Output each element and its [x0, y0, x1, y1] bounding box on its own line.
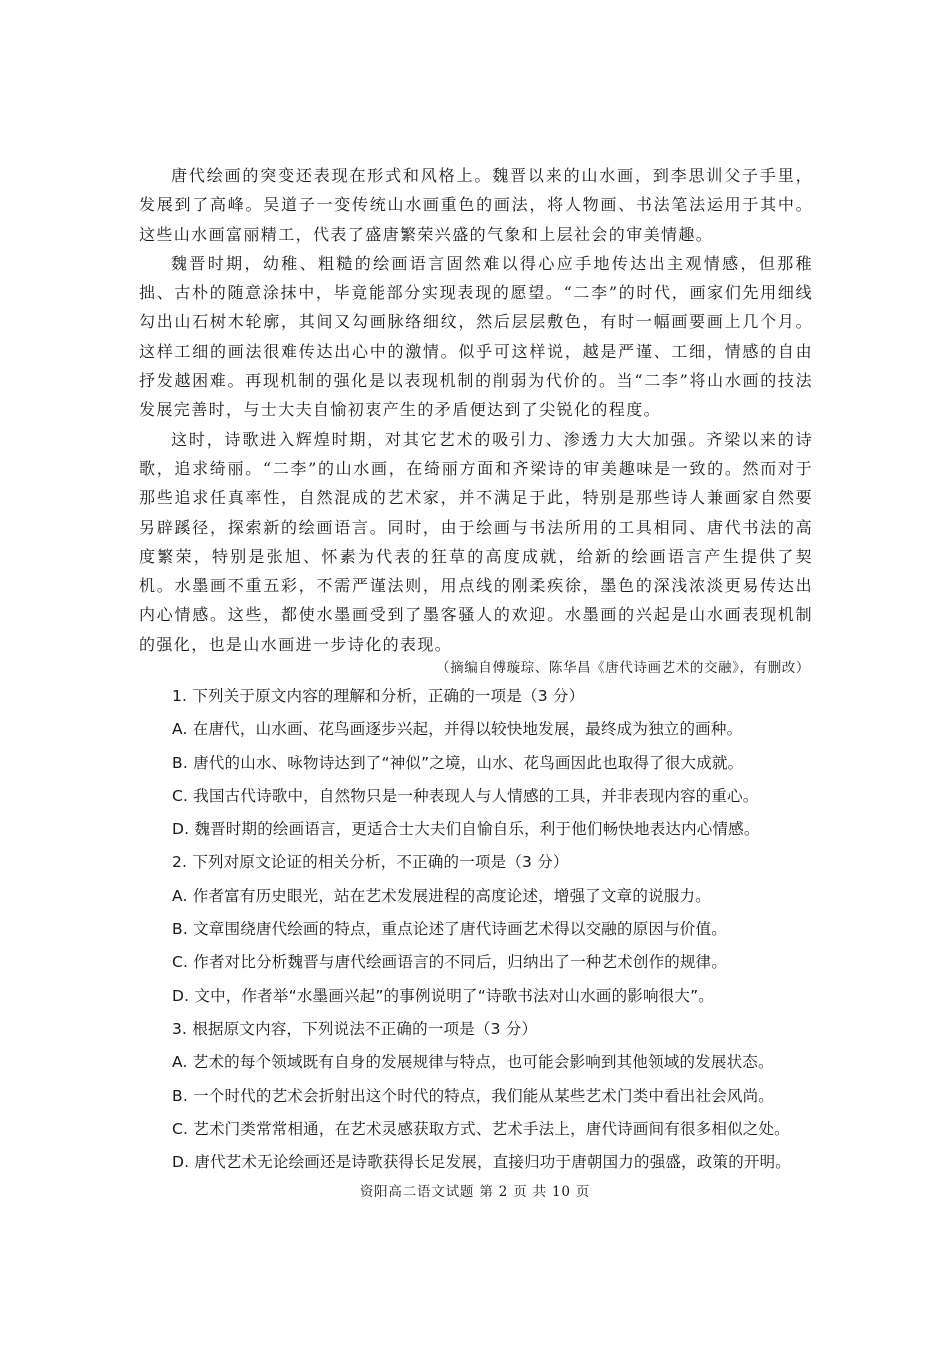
passage-paragraph-1: 唐代绘画的突变还表现在形式和风格上。魏晋以来的山水画，到李思训父子手里，发展到了高峰。吴道子一变传统山水画重色的画法，将人物画、书法笔法运用于其中。这些山水画富丽精工，代表了盛唐繁荣兴盛的气象和上层社会的审美情趣。 [139, 166, 813, 244]
question-3-option-b: B. 一个时代的艺术会折射出这个时代的特点，我们能从某些艺术门类中看出社会风尚。 [172, 1086, 774, 1105]
question-1-option-d: D. 魏晋时期的绘画语言，更适合士大夫们自愉自乐，利于他们畅快地表达内心情感。 [172, 820, 760, 839]
page-footer: 资阳高二语文试题 第 2 页 共 10 页 [359, 1184, 591, 1200]
question-3-option-a: A. 艺术的每个领域既有自身的发展规律与特点，也可能会影响到其他领域的发展状态。 [172, 1053, 774, 1072]
question-2-option-a: A. 作者富有历史眼光，站在艺术发展进程的高度论述，增强了文章的说服力。 [172, 886, 711, 905]
question-1-option-b: B. 唐代的山水、咏物诗达到了“神似”之境，山水、花鸟画因此也取得了很大成就。 [172, 753, 744, 772]
question-1-option-c: C. 我国古代诗歌中，自然物只是一种表现人与人情感的工具，并非表现内容的重心。 [172, 786, 759, 805]
passage-paragraph-3: 这时，诗歌进入辉煌时期，对其它艺术的吸引力、渗透力大大加强。齐梁以来的诗歌，追求绮丽。“二李”的山水画，在绮丽方面和齐梁诗的审美趣味是一致的。然而对于那些追求任真率性，自然混成的艺术家，并不满足于此，特别是那些诗人兼画家自然要另辟蹊径，探索新的绘画语言。同时，由于绘画与书法所用的工具相同、唐代书法的高度繁荣，特别是张旭、怀素为代表的狂草的高度成就，给新的绘画语言产生提供了契机。水墨画不重五彩，不需严谨法则，用点线的刚柔疾徐，墨色的深浅浓淡更易传达出内心情感。这些，都使水墨画受到了墨客骚人的欢迎。水墨画的兴起是山水画表现机制的强化，也是山水画进一步诗化的表现。 [139, 429, 813, 654]
question-3-option-d: D. 唐代艺术无论绘画还是诗歌获得长足发展，直接归功于唐朝国力的强盛，政策的开明。 [172, 1153, 791, 1172]
question-2-option-d: D. 文中，作者举“水墨画兴起”的事例说明了“诗歌书法对山水画的影响很大”。 [172, 986, 715, 1005]
reading-passage [139, 161, 813, 659]
question-1-option-a: A. 在唐代，山水画、花鸟画逐步兴起，并得以较快地发展，最终成为独立的画种。 [172, 720, 743, 739]
questions-section [172, 680, 822, 1179]
question-3-option-c: C. 艺术门类常常相通，在艺术灵感获取方式、艺术手法上，唐代诗画间有很多相似之处。 [172, 1119, 790, 1138]
question-3-stem: 3. 根据原文内容，下列说法不正确的一项是（3 分） [172, 1019, 538, 1038]
passage-paragraph-2: 魏晋时期，幼稚、粗糙的绘画语言固然难以得心应手地传达出主观情感，但那稚拙、古朴的随意涂抹中，毕竟能部分实现表现的愿望。“二李”的时代，画家们先用细线勾出山石树木轮廓，其间又勾画脉络细纹，然后层层敷色，有时一幅画要画上几个月。这样工细的画法很难传达出心中的激情。似乎可这样说，越是严谨、工细，情感的自由抒发越困难。再现机制的强化是以表现机制的削弱为代价的。当“二李”将山水画的技法发展完善时，与士大夫自愉初衷产生的矛盾便达到了尖锐化的程度。 [139, 253, 813, 420]
question-2-option-c: C. 作者对比分析魏晋与唐代绘画语言的不同后，归纳出了一种艺术创作的规律。 [172, 953, 728, 972]
question-2-option-b: B. 文章围绕唐代绘画的特点，重点论述了唐代诗画艺术得以交融的原因与价值。 [172, 920, 727, 939]
question-1-stem: 1. 下列关于原文内容的理解和分析，正确的一项是（3 分） [172, 687, 585, 705]
passage-source: （摘编自傅璇琮、陈华昌《唐代诗画艺术的交融》，有删改） [436, 660, 810, 676]
question-2-stem: 2. 下列对原文论证的相关分析，不正确的一项是（3 分） [172, 853, 569, 872]
